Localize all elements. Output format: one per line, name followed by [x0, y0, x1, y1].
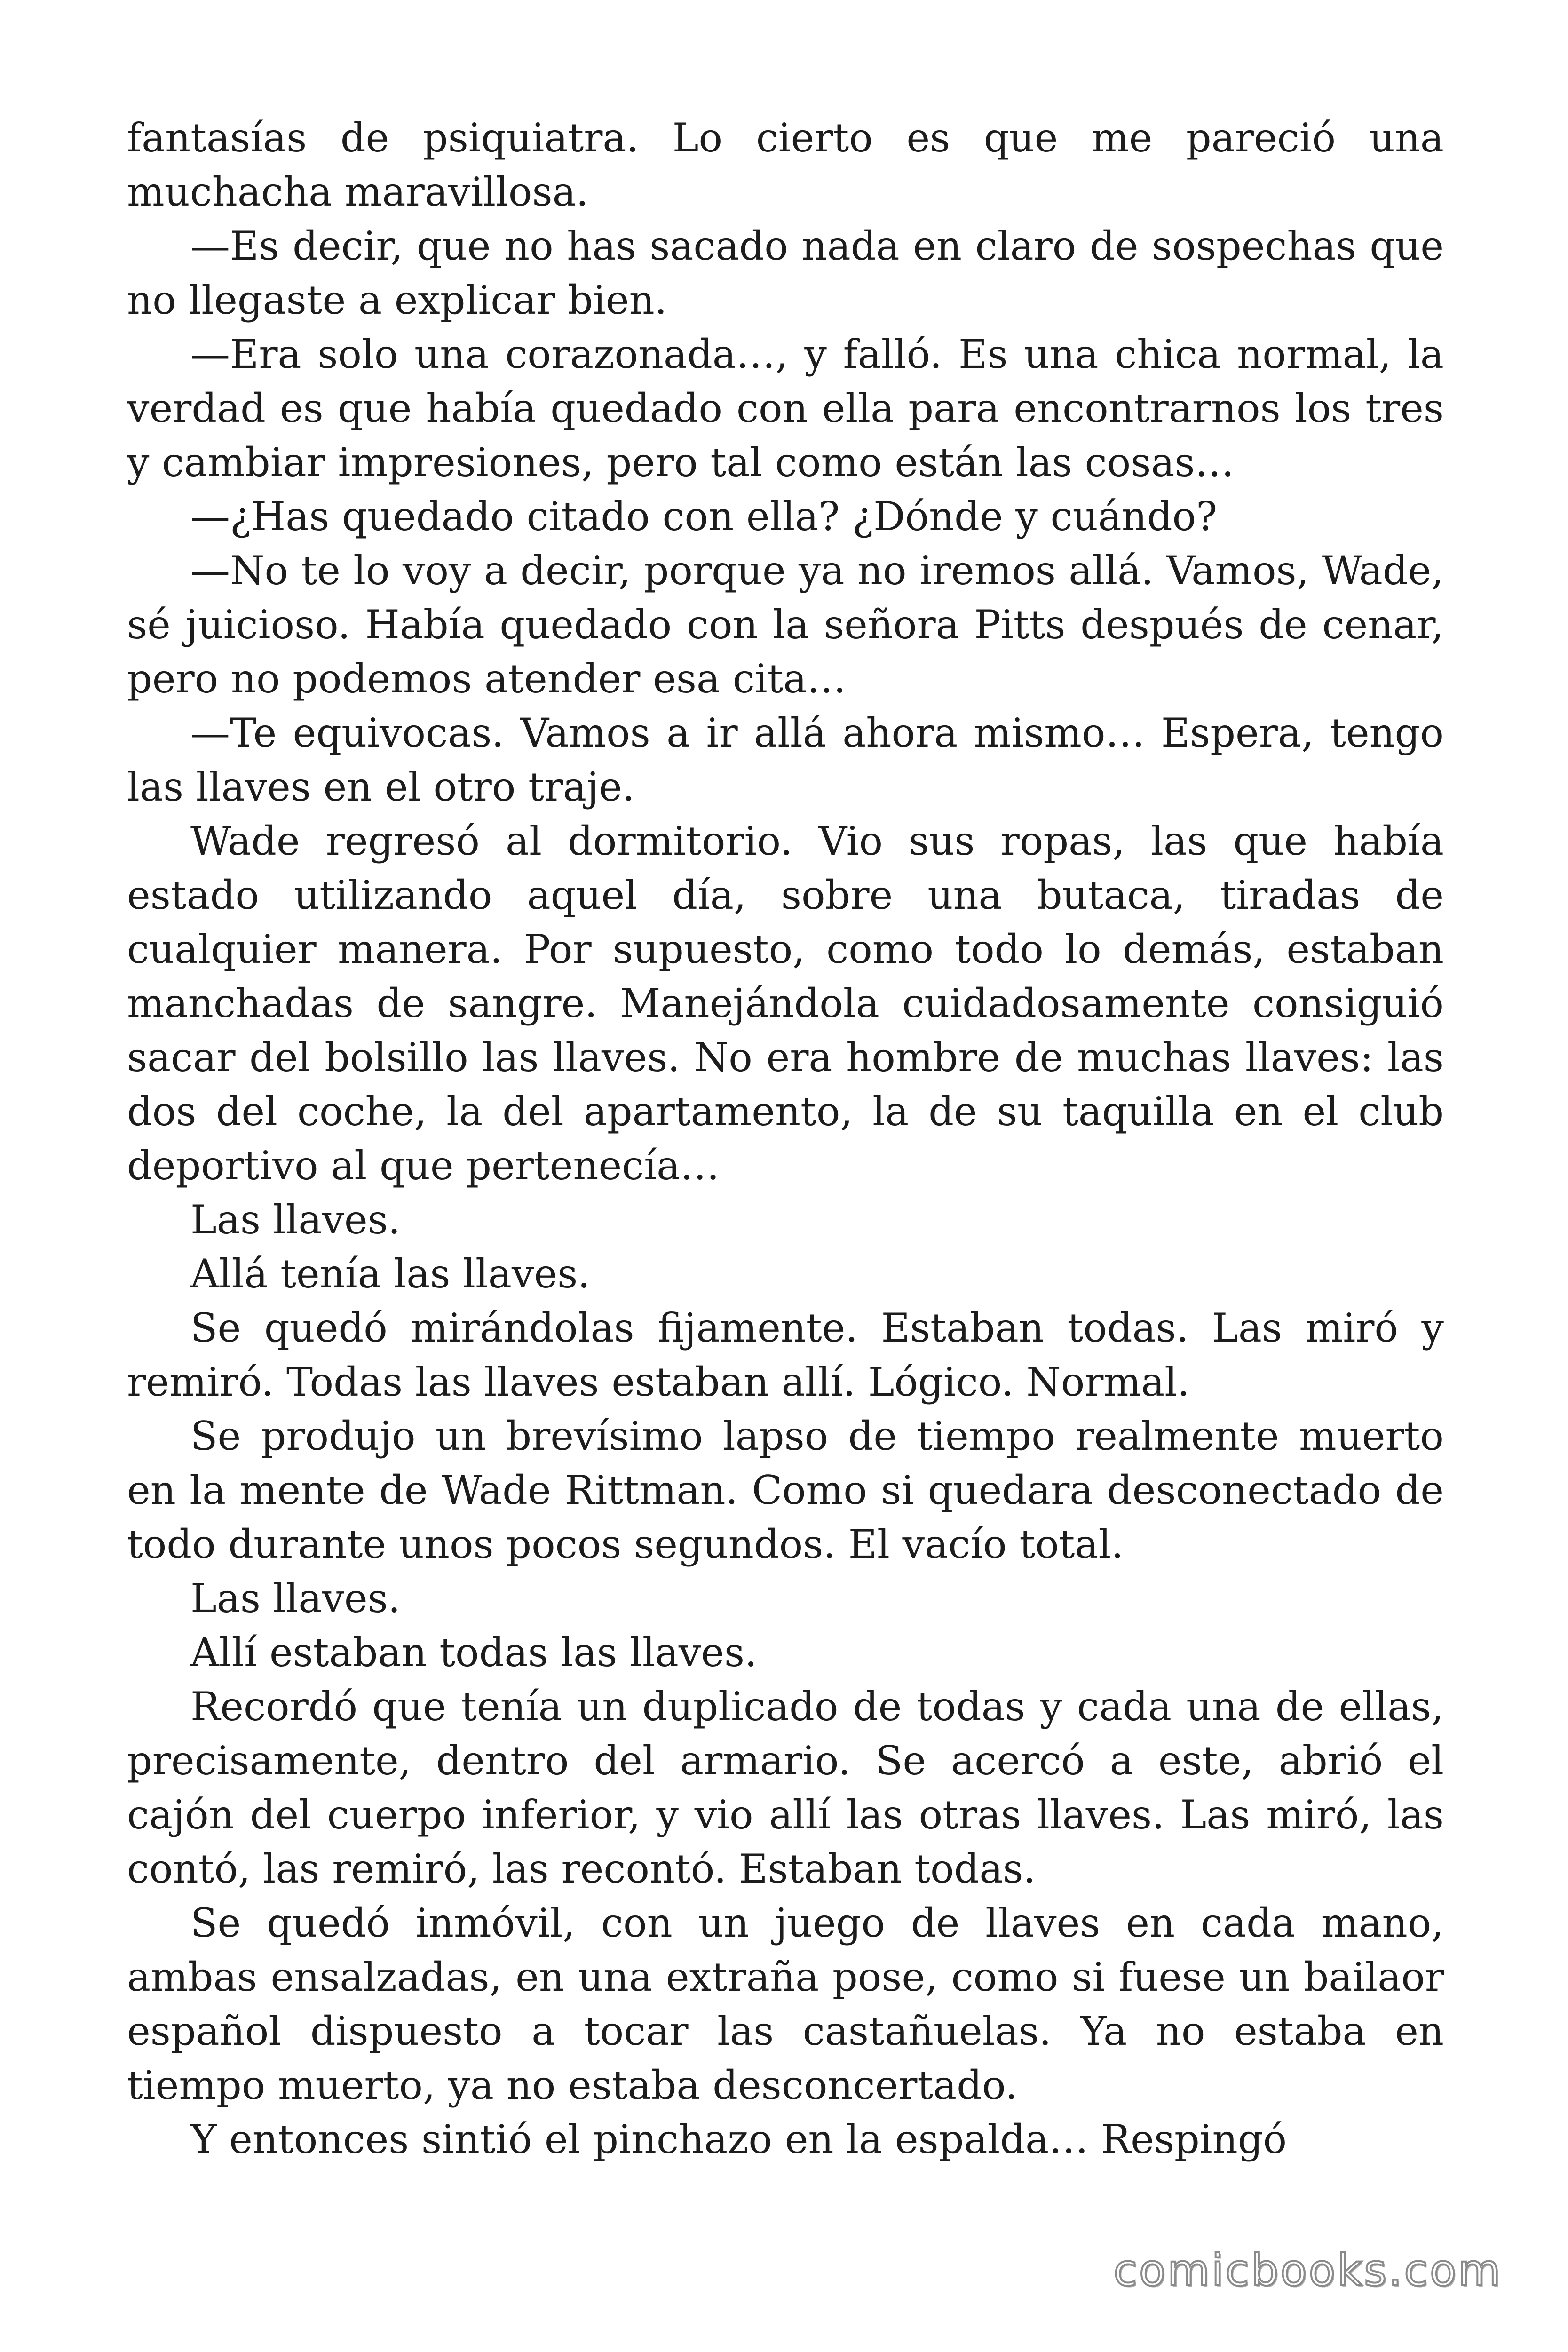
paragraph: —No te lo voy a decir, porque ya no iremos allá. Vamos, Wade, sé juicioso. Había quedado con la señora Pitts después de cenar, pero no podemos atender esa cita… — [127, 548, 1444, 702]
book-page — [127, 111, 1444, 2228]
paragraph: Se quedó inmóvil, con un juego de llaves en cada mano, ambas ensalzadas, en una extraña pose, como si fuese un bailaor español dispuesto a tocar las castañuelas. Ya no estaba en tiempo muerto, ya no estaba desconcertado. — [127, 1900, 1444, 2108]
text-body — [127, 111, 1444, 2167]
paragraph: —Es decir, que no has sacado nada en claro de sospechas que no llegaste a explicar bien. — [127, 223, 1444, 323]
paragraph: fantasías de psiquiatra. Lo cierto es que me pareció una muchacha maravillosa. — [127, 115, 1444, 215]
watermark: comicbooks.com — [1113, 2245, 1502, 2296]
paragraph: Y entonces sintió el pinchazo en la espalda… Respingó — [190, 2116, 1287, 2162]
paragraph: —Te equivocas. Vamos a ir allá ahora mismo… Espera, tengo las llaves en el otro traje. — [127, 710, 1444, 810]
paragraph: Recordó que tenía un duplicado de todas y cada una de ellas, precisamente, dentro del armario. Se acercó a este, abrió el cajón del cuerpo inferior, y vio allí las otras llaves. Las miró, las contó, las remiró, las recontó. Estaban todas. — [127, 1684, 1444, 1892]
paragraph: Se quedó mirándolas fijamente. Estaban todas. Las miró y remiró. Todas las llaves estaban allí. Lógico. Normal. — [127, 1305, 1444, 1405]
paragraph: Se produjo un brevísimo lapso de tiempo realmente muerto en la mente de Wade Rittman. Como si quedara desconectado de todo durante unos pocos segundos. El vacío total. — [127, 1413, 1444, 1567]
paragraph: Allá tenía las llaves. — [190, 1251, 590, 1297]
paragraph: Allí estaban todas las llaves. — [190, 1629, 757, 1676]
paragraph: —¿Has quedado citado con ella? ¿Dónde y cuándo? — [190, 493, 1218, 540]
paragraph: Las llaves. — [190, 1575, 401, 1621]
paragraph: —Era solo una corazonada…, y falló. Es una chica normal, la verdad es que había quedado con ella para encontrarnos los tres y cambiar impresiones, pero tal como están las cosas… — [127, 331, 1444, 485]
paragraph: Las llaves. — [190, 1197, 401, 1243]
paragraph: Wade regresó al dormitorio. Vio sus ropas, las que había estado utilizando aquel día, sobre una butaca, tiradas de cualquier manera. Por supuesto, como todo lo demás, estaban manchadas de sangre. Manejándola cuidadosamente consiguió sacar del bolsillo las llaves. No era hombre de muchas llaves: las dos del coche, la del apartamento, la de su taquilla en el club deportivo al que pertenecía… — [127, 818, 1444, 1189]
